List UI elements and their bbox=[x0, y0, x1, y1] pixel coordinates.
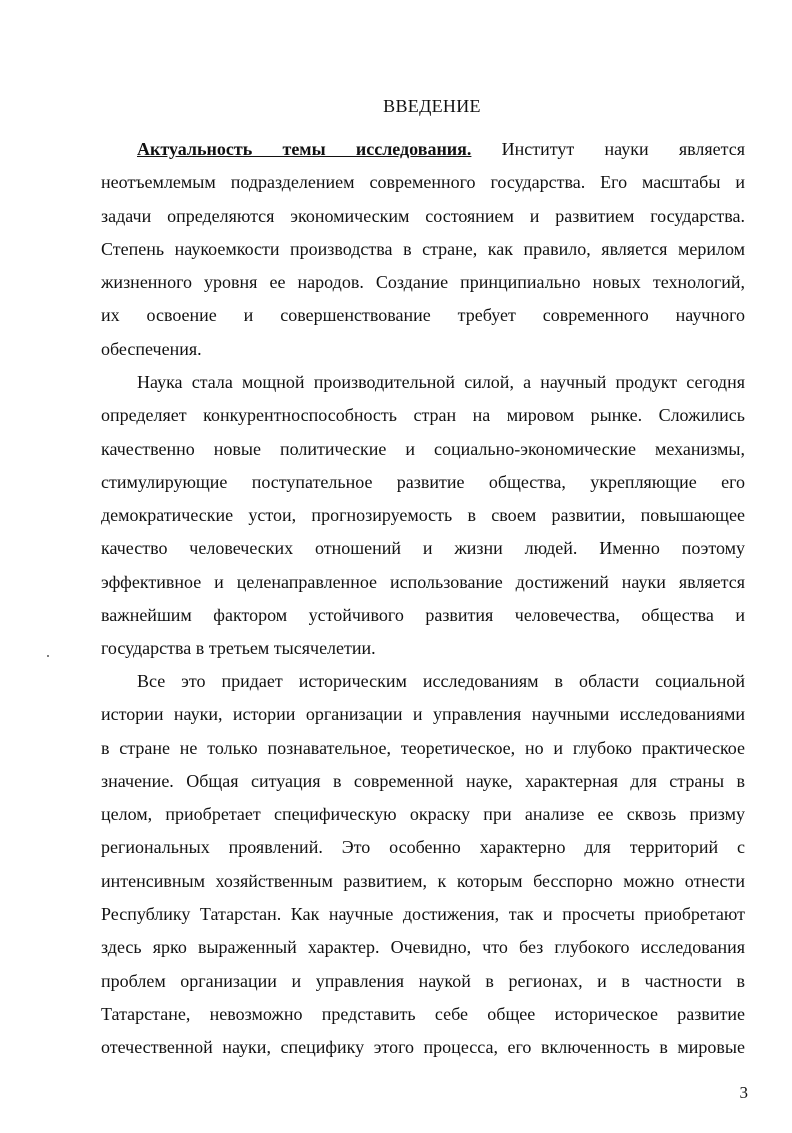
paragraph-1-line-2: неотъемлемым подразделением современного государства. Его масштабы и bbox=[101, 172, 745, 193]
page-number: 3 bbox=[739, 1083, 748, 1102]
paragraph-3-line-5: целом, приобретает специфическую окраску при анализе ее сквозь призму bbox=[101, 804, 745, 825]
paragraph-3-line-12: отечественной науки, специфику этого процесса, его включенность в мировые bbox=[101, 1037, 745, 1058]
paragraph-3 bbox=[101, 665, 745, 1065]
page-heading: ВВЕДЕНИЕ bbox=[383, 96, 481, 116]
paragraph-1-line-5: жизненного уровня ее народов. Создание принципиально новых технологий, bbox=[101, 272, 745, 293]
paragraph-1-line-6: их освоение и совершенствование требует современного научного bbox=[101, 305, 745, 326]
paragraph-3-line-4: значение. Общая ситуация в современной науке, характерная для страны в bbox=[101, 770, 745, 791]
paragraph-2-line-4: стимулирующие поступательное развитие общества, укрепляющие его bbox=[101, 471, 745, 492]
paragraph-3-line-9: здесь ярко выраженный характер. Очевидно, что без глубокого исследования bbox=[101, 937, 745, 958]
paragraph-1-line-3: задачи определяются экономическим состоянием и развитием государства. bbox=[101, 205, 745, 226]
paragraph-3-line-3: в стране не только познавательное, теоретическое, но и глубоко практическое bbox=[101, 737, 745, 758]
paragraph-1-line-1-text: Институт науки является bbox=[501, 139, 745, 159]
paragraph-2-line-1: Наука стала мощной производительной силой, а научный продукт сегодня bbox=[137, 372, 745, 392]
paragraph-2 bbox=[101, 366, 745, 666]
paragraph-1-line-7: обеспечения. bbox=[101, 338, 202, 359]
paragraph-3-line-1: Все это придает историческим исследованиям в области социальной bbox=[137, 671, 745, 691]
paragraph-1-line-1 bbox=[101, 133, 745, 166]
paragraph-3-line-10: проблем организации и управления наукой в регионах, и в частности в bbox=[101, 970, 745, 991]
scan-speck bbox=[47, 655, 49, 657]
section-title: Актуальность темы исследования. bbox=[137, 139, 472, 159]
paragraph-3-line-7: интенсивным хозяйственным развитием, к которым бесспорно можно отнести bbox=[101, 870, 745, 891]
paragraph-2-line-9: государства в третьем тысячелетии. bbox=[101, 638, 376, 659]
paragraph-1-line-4: Степень наукоемкости производства в стране, как правило, является мерилом bbox=[101, 238, 745, 259]
paragraph-3-line-2: истории науки, истории организации и управления научными исследованиями bbox=[101, 704, 745, 725]
paragraph-2-line-6: качество человеческих отношений и жизни людей. Именно поэтому bbox=[101, 538, 745, 559]
paragraph-3-line-8: Республику Татарстан. Как научные достижения, так и просчеты приобретают bbox=[101, 904, 745, 925]
paragraph-3-line-6: региональных проявлений. Это особенно характерно для территорий с bbox=[101, 837, 745, 858]
paragraph-2-line-2: определяет конкурентноспособность стран на мировом рынке. Сложились bbox=[101, 405, 745, 426]
paragraph-2-line-7: эффективное и целенаправленное использование достижений науки является bbox=[101, 571, 745, 592]
paragraph-3-line-11: Татарстане, невозможно представить себе общее историческое развитие bbox=[101, 1003, 745, 1024]
paragraph-2-line-8: важнейшим фактором устойчивого развития человечества, общества и bbox=[101, 605, 745, 626]
paragraph-2-line-5: демократические устои, прогнозируемость в своем развитии, повышающее bbox=[101, 505, 745, 526]
paragraph-1 bbox=[101, 133, 745, 366]
paragraph-2-line-3: качественно новые политические и социально-экономические механизмы, bbox=[101, 438, 745, 459]
